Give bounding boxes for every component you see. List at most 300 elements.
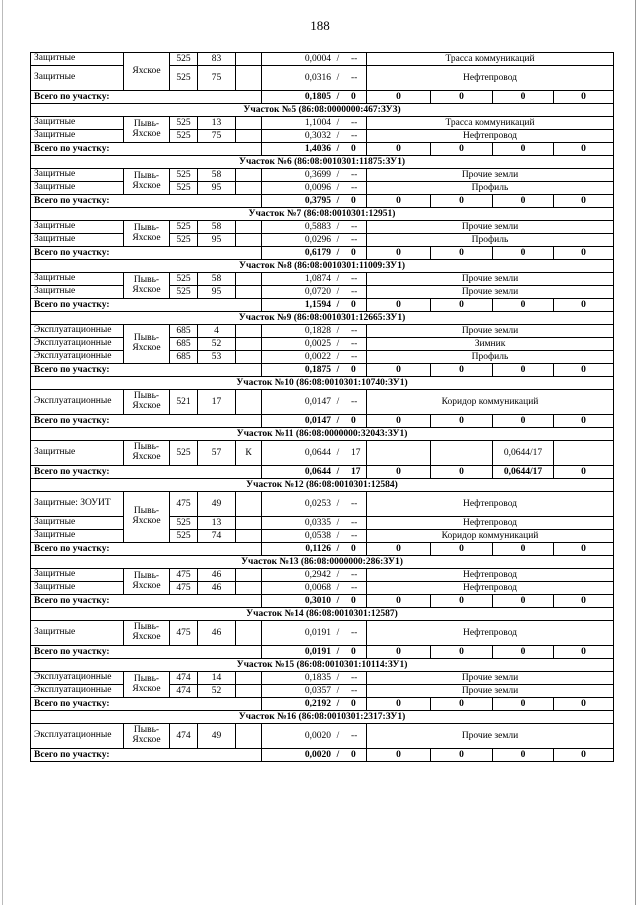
total-value-cell: 0	[367, 646, 431, 659]
area-cell-sep: /	[336, 286, 340, 297]
area-cell	[262, 492, 367, 517]
purpose-note-cell: Прочие земли	[367, 325, 614, 338]
total-area-cell-area: 0,0644	[304, 466, 331, 477]
area-cell-area: 0,1828	[304, 325, 331, 336]
forestry-name-part: Пывь-	[133, 506, 160, 517]
total-area-cell-sep: /	[336, 91, 340, 102]
quarter-number-cell: 525	[170, 66, 198, 91]
total-row	[31, 749, 614, 762]
forestry-cell	[124, 53, 170, 91]
total-value-cell: 0	[431, 543, 493, 556]
area-cell-sep: /	[336, 672, 340, 683]
protection-category-cell: Защитные	[31, 130, 124, 143]
table-row	[31, 338, 614, 351]
allotment-number-cell: 49	[198, 724, 236, 749]
total-row	[31, 466, 614, 479]
total-area-cell	[262, 698, 367, 711]
area-cell	[262, 182, 367, 195]
total-row	[31, 364, 614, 377]
quarter-number-cell: 525	[170, 53, 198, 66]
area-cell-val: --	[351, 182, 358, 193]
section-header-row	[31, 428, 614, 441]
total-value-cell: 0	[431, 415, 493, 428]
total-area-cell-val: 0	[351, 543, 356, 554]
total-area-cell-area: 0,0147	[304, 415, 331, 426]
forest-plots-table-container	[30, 52, 613, 762]
area-cell-val: --	[351, 672, 358, 683]
total-value-cell: 0	[493, 749, 554, 762]
area-cell-val: --	[351, 730, 358, 741]
area-cell-sep: /	[336, 182, 340, 193]
section-header-row	[31, 608, 614, 621]
total-label-cell: Всего по участку:	[31, 91, 262, 104]
total-area-cell-area: 0,3010	[304, 595, 331, 606]
forestry-name-part: Яхское	[132, 516, 161, 526]
total-area-cell	[262, 143, 367, 156]
protection-category-cell: Эксплуатационные	[31, 685, 124, 698]
total-row	[31, 143, 614, 156]
area-cell	[262, 286, 367, 299]
protection-category-cell: Эксплуатационные	[31, 724, 124, 749]
table-row	[31, 182, 614, 195]
allotment-number-cell: 95	[198, 182, 236, 195]
area-cell-sep: /	[336, 627, 340, 638]
total-value-cell: 0	[367, 543, 431, 556]
total-value-cell: 0	[431, 143, 493, 156]
allotment-number-cell: 75	[198, 130, 236, 143]
total-value-cell: 0	[554, 466, 614, 479]
marker-cell	[236, 724, 262, 749]
quarter-number-cell: 525	[170, 182, 198, 195]
area-cell-area: 0,0191	[304, 627, 331, 638]
marker-cell	[236, 338, 262, 351]
protection-category-cell: Эксплуатационные	[31, 672, 124, 685]
table-row	[31, 325, 614, 338]
page-number: 188	[310, 18, 330, 33]
protection-category-cell: Эксплуатационные	[31, 351, 124, 364]
protection-category-cell: Защитные	[31, 569, 124, 582]
purpose-note-cell: Нефтепровод	[367, 517, 614, 530]
area-cell-val: --	[351, 517, 358, 528]
purpose-note-cell: Прочие земли	[367, 724, 614, 749]
total-value-cell: 0	[431, 646, 493, 659]
value-cell	[431, 441, 493, 466]
table-row	[31, 672, 614, 685]
area-cell-area: 0,0335	[304, 517, 331, 528]
marker-cell	[236, 390, 262, 415]
purpose-note-cell: Нефтепровод	[367, 569, 614, 582]
quarter-number-cell: 525	[170, 286, 198, 299]
forestry-name-part: Яхское	[132, 284, 161, 295]
total-value-cell: 0	[493, 247, 554, 260]
purpose-note-cell: Нефтепровод	[367, 582, 614, 595]
total-value-cell: 0	[431, 299, 493, 312]
area-cell-sep: /	[336, 351, 340, 362]
total-area-cell	[262, 299, 367, 312]
table-row	[31, 273, 614, 286]
area-cell-sep: /	[336, 569, 340, 580]
allotment-number-cell: 58	[198, 221, 236, 234]
total-row	[31, 91, 614, 104]
area-cell-val: --	[351, 569, 358, 580]
marker-cell	[236, 351, 262, 364]
section-title: Участок №8 (86:08:0010301:11009:ЗУ1)	[31, 260, 614, 273]
forest-plots-table	[30, 52, 614, 762]
marker-cell	[236, 530, 262, 543]
total-area-cell-val: 0	[351, 749, 356, 760]
table-row	[31, 724, 614, 749]
total-value-cell: 0	[367, 143, 431, 156]
allotment-number-cell: 46	[198, 582, 236, 595]
marker-cell	[236, 286, 262, 299]
protection-category-cell: Эксплуатационные	[31, 325, 124, 338]
area-cell-sep: /	[336, 338, 340, 349]
total-value-cell: 0	[493, 415, 554, 428]
table-row	[31, 569, 614, 582]
value-cell: 0,0644/17	[493, 441, 554, 466]
total-value-cell: 0	[554, 543, 614, 556]
total-value-cell: 0	[367, 247, 431, 260]
quarter-number-cell: 685	[170, 338, 198, 351]
table-row	[31, 685, 614, 698]
table-row	[31, 169, 614, 182]
marker-cell	[236, 621, 262, 646]
total-area-cell-sep: /	[336, 143, 340, 154]
forestry-name-part: Яхское	[132, 128, 161, 139]
scan-edge-left	[2, 0, 3, 905]
allotment-number-cell: 13	[198, 117, 236, 130]
value-cell	[554, 441, 614, 466]
total-value-cell: 0	[554, 247, 614, 260]
total-value-cell: 0	[431, 247, 493, 260]
total-row	[31, 698, 614, 711]
quarter-number-cell: 525	[170, 117, 198, 130]
area-cell-area: 0,5883	[304, 221, 331, 232]
total-label-cell: Всего по участку:	[31, 247, 262, 260]
area-cell-val: --	[351, 169, 358, 180]
total-area-cell-val: 0	[351, 364, 356, 375]
total-label-cell: Всего по участку:	[31, 543, 262, 556]
section-title: Участок №12 (86:08:0010301:12584)	[31, 479, 614, 492]
total-value-cell: 0	[431, 749, 493, 762]
total-area-cell-val: 0	[351, 143, 356, 154]
area-cell	[262, 517, 367, 530]
purpose-note-cell: Прочие земли	[367, 685, 614, 698]
purpose-note-cell: Коридор коммуникаций	[367, 390, 614, 415]
allotment-number-cell: 95	[198, 286, 236, 299]
marker-cell	[236, 273, 262, 286]
allotment-number-cell: 58	[198, 273, 236, 286]
total-row	[31, 415, 614, 428]
table-row	[31, 130, 614, 143]
quarter-number-cell: 474	[170, 685, 198, 698]
area-cell-area: 0,0020	[304, 730, 331, 741]
table-body	[31, 53, 614, 762]
forestry-cell: Пывь- Яхское	[124, 441, 170, 466]
forestry-name-part: Яхское	[132, 180, 161, 191]
protection-category-cell: Защитные: ЗОУИТ	[31, 492, 124, 517]
section-header-row	[31, 260, 614, 273]
section-title: Участок №6 (86:08:0010301:11875:ЗУ1)	[31, 156, 614, 169]
protection-category-cell: Защитные	[31, 53, 124, 66]
marker-cell	[236, 325, 262, 338]
total-label-cell: Всего по участку:	[31, 749, 262, 762]
area-cell	[262, 621, 367, 646]
allotment-number-cell: 17	[198, 390, 236, 415]
forestry-cell	[124, 221, 170, 247]
total-area-cell-val: 0	[351, 247, 356, 258]
area-cell-sep: /	[336, 730, 340, 741]
total-value-cell: 0	[431, 195, 493, 208]
total-value-cell: 0	[493, 143, 554, 156]
area-cell-sep: /	[336, 221, 340, 232]
forestry-name-part: Яхское	[132, 580, 161, 591]
table-row	[31, 582, 614, 595]
area-cell-val: --	[351, 117, 358, 128]
protection-category-cell: Защитные	[31, 517, 124, 530]
area-cell-sep: /	[336, 169, 340, 180]
section-title: Участок №14 (86:08:0010301:12587)	[31, 608, 614, 621]
purpose-note-cell: Нефтепровод	[367, 492, 614, 517]
section-title: Участок №5 (86:08:0000000:467:ЗУЗ)	[31, 104, 614, 117]
area-cell	[262, 338, 367, 351]
table-row	[31, 234, 614, 247]
section-title: Участок №11 (86:08:0000000:32043:ЗУ1)	[31, 428, 614, 441]
quarter-number-cell: 685	[170, 325, 198, 338]
table-row	[31, 221, 614, 234]
forestry-cell	[124, 672, 170, 698]
total-value-cell: 0	[367, 299, 431, 312]
total-value-cell: 0	[493, 543, 554, 556]
purpose-note-cell: Трасса коммуникаций	[367, 117, 614, 130]
area-cell-area: 0,3699	[304, 169, 331, 180]
total-area-cell-sep: /	[336, 646, 340, 657]
table-row	[31, 286, 614, 299]
allotment-number-cell: 49	[198, 492, 236, 517]
area-cell-val: --	[351, 685, 358, 696]
total-value-cell: 0	[367, 415, 431, 428]
protection-category-cell: Защитные	[31, 221, 124, 234]
total-value-cell: 0	[367, 195, 431, 208]
protection-category-cell: Защитные	[31, 182, 124, 195]
quarter-number-cell: 525	[170, 221, 198, 234]
area-cell-area: 0,2942	[304, 569, 331, 580]
marker-cell	[236, 685, 262, 698]
quarter-number-cell: 475	[170, 582, 198, 595]
marker-cell	[236, 517, 262, 530]
allotment-number-cell: 46	[198, 569, 236, 582]
allotment-number-cell: 53	[198, 351, 236, 364]
section-header-row	[31, 479, 614, 492]
area-cell-area: 0,0296	[304, 234, 331, 245]
area-cell	[262, 582, 367, 595]
area-cell-sep: /	[336, 447, 340, 458]
total-area-cell	[262, 543, 367, 556]
area-cell-area: 0,0004	[304, 53, 331, 64]
total-row	[31, 543, 614, 556]
total-area-cell-area: 0,1875	[304, 364, 331, 375]
purpose-note-cell: Нефтепровод	[367, 621, 614, 646]
quarter-number-cell: 475	[170, 621, 198, 646]
table-row	[31, 390, 614, 415]
protection-category-cell: Защитные	[31, 169, 124, 182]
total-area-cell	[262, 364, 367, 377]
area-cell	[262, 569, 367, 582]
total-value-cell: 0	[367, 364, 431, 377]
area-cell	[262, 66, 367, 91]
area-cell	[262, 672, 367, 685]
allotment-number-cell: 52	[198, 685, 236, 698]
purpose-note-cell: Прочие земли	[367, 286, 614, 299]
area-cell-sep: /	[336, 582, 340, 593]
area-cell-sep: /	[336, 325, 340, 336]
quarter-number-cell: 525	[170, 441, 198, 466]
total-value-cell: 0	[367, 749, 431, 762]
area-cell-sep: /	[336, 530, 340, 541]
total-label-cell: Всего по участку:	[31, 646, 262, 659]
table-row	[31, 117, 614, 130]
area-cell-val: 17	[351, 447, 361, 458]
area-cell-val: --	[351, 325, 358, 336]
marker-cell	[236, 672, 262, 685]
total-row	[31, 247, 614, 260]
total-value-cell: 0	[431, 364, 493, 377]
forestry-name-part: Яхское	[132, 232, 161, 243]
total-value-cell: 0	[493, 91, 554, 104]
area-cell-area: 0,0253	[304, 498, 331, 509]
area-cell-sep: /	[336, 517, 340, 528]
total-area-cell-val: 0	[351, 91, 356, 102]
total-area-cell-area: 0,6179	[304, 247, 331, 258]
total-area-cell-area: 0,3795	[304, 195, 331, 206]
forestry-cell: Пывь- Яхское	[124, 621, 170, 646]
allotment-number-cell: 95	[198, 234, 236, 247]
purpose-note-cell: Профиль	[367, 234, 614, 247]
total-label-cell: Всего по участку:	[31, 364, 262, 377]
forestry-name-part: Пывь-	[133, 570, 160, 581]
purpose-note-cell: Прочие земли	[367, 672, 614, 685]
total-value-cell: 0	[493, 698, 554, 711]
area-cell-area: 0,0720	[304, 286, 331, 297]
protection-category-cell: Защитные	[31, 286, 124, 299]
marker-cell	[236, 182, 262, 195]
quarter-number-cell: 525	[170, 169, 198, 182]
allotment-number-cell: 74	[198, 530, 236, 543]
total-area-cell-area: 0,1126	[305, 543, 331, 554]
total-value-cell: 0	[554, 364, 614, 377]
forestry-cell	[124, 492, 170, 543]
total-value-cell: 0	[367, 698, 431, 711]
quarter-number-cell: 525	[170, 130, 198, 143]
total-value-cell: 0	[554, 749, 614, 762]
total-area-cell	[262, 646, 367, 659]
purpose-note-cell: Профиль	[367, 182, 614, 195]
total-value-cell: 0	[554, 698, 614, 711]
total-area-cell-area: 0,2192	[304, 698, 331, 709]
area-cell	[262, 685, 367, 698]
total-value-cell: 0	[554, 91, 614, 104]
total-area-cell-sep: /	[336, 698, 340, 709]
area-cell-area: 0,0644	[304, 447, 331, 458]
quarter-number-cell: 525	[170, 517, 198, 530]
total-value-cell: 0	[554, 195, 614, 208]
forestry-cell	[124, 273, 170, 299]
forestry-name-part: Яхское	[132, 65, 161, 76]
section-title: Участок №7 (86:08:0010301:12951)	[31, 208, 614, 221]
allotment-number-cell: 52	[198, 338, 236, 351]
total-value-cell: 0	[367, 466, 431, 479]
section-title: Участок №13 (86:08:0000000:286:ЗУ1)	[31, 556, 614, 569]
total-label-cell: Всего по участку:	[31, 698, 262, 711]
area-cell-val: --	[351, 351, 358, 362]
area-cell	[262, 273, 367, 286]
area-cell	[262, 724, 367, 749]
marker-cell	[236, 169, 262, 182]
area-cell-val: --	[351, 286, 358, 297]
forestry-cell	[124, 117, 170, 143]
area-cell-val: --	[351, 530, 358, 541]
allotment-number-cell: 83	[198, 53, 236, 66]
allotment-number-cell: 4	[198, 325, 236, 338]
total-area-cell-val: 0	[351, 698, 356, 709]
table-row	[31, 621, 614, 646]
marker-cell	[236, 66, 262, 91]
total-value-cell: 0	[493, 364, 554, 377]
total-value-cell: 0	[367, 91, 431, 104]
protection-category-cell: Защитные	[31, 66, 124, 91]
scan-edge-right	[635, 0, 636, 905]
total-area-cell-sep: /	[336, 247, 340, 258]
area-cell	[262, 117, 367, 130]
area-cell-sep: /	[336, 396, 340, 407]
section-title: Участок №10 (86:08:0010301:10740:ЗУ1)	[31, 377, 614, 390]
total-area-cell-sep: /	[336, 415, 340, 426]
area-cell	[262, 53, 367, 66]
allotment-number-cell: 58	[198, 169, 236, 182]
total-row	[31, 595, 614, 608]
total-value-cell: 0	[431, 91, 493, 104]
marker-cell	[236, 221, 262, 234]
total-value-cell: 0	[431, 698, 493, 711]
area-cell-area: 1,0874	[304, 273, 331, 284]
total-area-cell-sep: /	[336, 466, 340, 477]
area-cell-sep: /	[336, 498, 340, 509]
area-cell-val: --	[351, 273, 358, 284]
table-row	[31, 517, 614, 530]
forestry-name-part: Пывь-	[133, 673, 160, 684]
area-cell-sep: /	[336, 72, 340, 83]
total-area-cell-area: 0,1805	[304, 91, 331, 102]
quarter-number-cell: 525	[170, 273, 198, 286]
section-title: Участок №15 (86:08:0010301:10114:ЗУ1)	[31, 659, 614, 672]
area-cell-area: 1,1004	[304, 117, 331, 128]
area-cell-sep: /	[336, 234, 340, 245]
table-row	[31, 441, 614, 466]
area-cell-sep: /	[336, 685, 340, 696]
total-row	[31, 299, 614, 312]
section-header-row	[31, 104, 614, 117]
value-cell	[367, 441, 431, 466]
total-value-cell: 0	[554, 299, 614, 312]
total-area-cell	[262, 195, 367, 208]
marker-cell: К	[236, 441, 262, 466]
forestry-name-part: Яхское	[132, 343, 161, 353]
total-area-cell-val: 0	[351, 195, 356, 206]
area-cell	[262, 390, 367, 415]
total-area-cell-sep: /	[336, 195, 340, 206]
total-label-cell: Всего по участку:	[31, 195, 262, 208]
marker-cell	[236, 569, 262, 582]
